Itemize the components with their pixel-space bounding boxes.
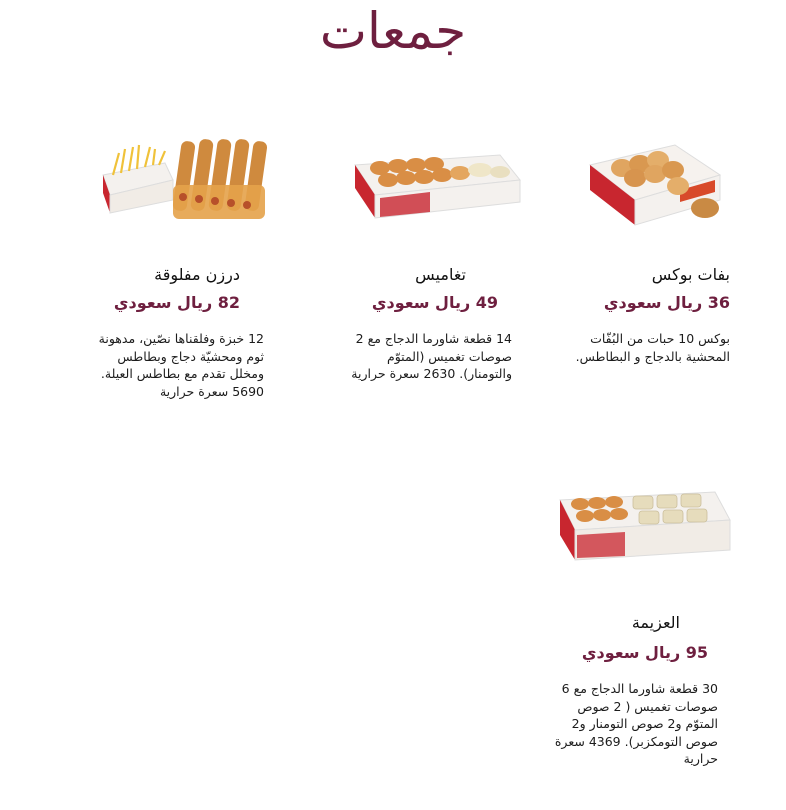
menu-item-taghamees[interactable]: [340, 120, 530, 390]
puffs-box-icon: [580, 130, 730, 230]
taghamees-box-icon: [350, 140, 525, 230]
item-name: بفات بوكس: [651, 265, 730, 284]
item-price: 49 ريال سعودي: [371, 293, 498, 312]
item-price: 82 ريال سعودي: [113, 293, 240, 312]
menu-item-puffs-box[interactable]: [540, 120, 730, 380]
menu-item-azeema[interactable]: [540, 480, 730, 780]
page-title: جمعات: [319, 2, 467, 60]
item-name: درزن مفلوقة: [154, 265, 240, 284]
item-price: 36 ريال سعودي: [603, 293, 730, 312]
menu-item-dozen-mafloota[interactable]: [90, 120, 280, 420]
item-description: 30 قطعة شاورما الدجاج مع 6 صوصات تغميس ( 2 صوص المتوّم و2 صوص التومنار و2 صوص التومكزبر). 4369 سعرة حرارية: [554, 681, 718, 766]
item-price: 95 ريال سعودي: [581, 643, 708, 662]
item-name: تغاميس: [415, 265, 466, 284]
item-description: 14 قطعة شاورما الدجاج مع 2 صوصات تغميس (المتوّم والتومنار). 2630 سعرة حرارية: [351, 331, 512, 381]
item-description: بوكس 10 حبات من البُفّات المحشية بالدجاج و البطاطس.: [575, 331, 730, 364]
item-name: العزيمة: [631, 613, 680, 632]
item-description: 12 خبزة وفلقناها نصّين، مدهونة ثوم ومحشيّة دجاج وبطاطس ومخلل تقدم مع بطاطس العيلة. 5690 سعرة حرارية: [98, 331, 264, 399]
dozen-mafloota-icon: [95, 125, 275, 235]
azeema-box-icon: [555, 480, 735, 580]
